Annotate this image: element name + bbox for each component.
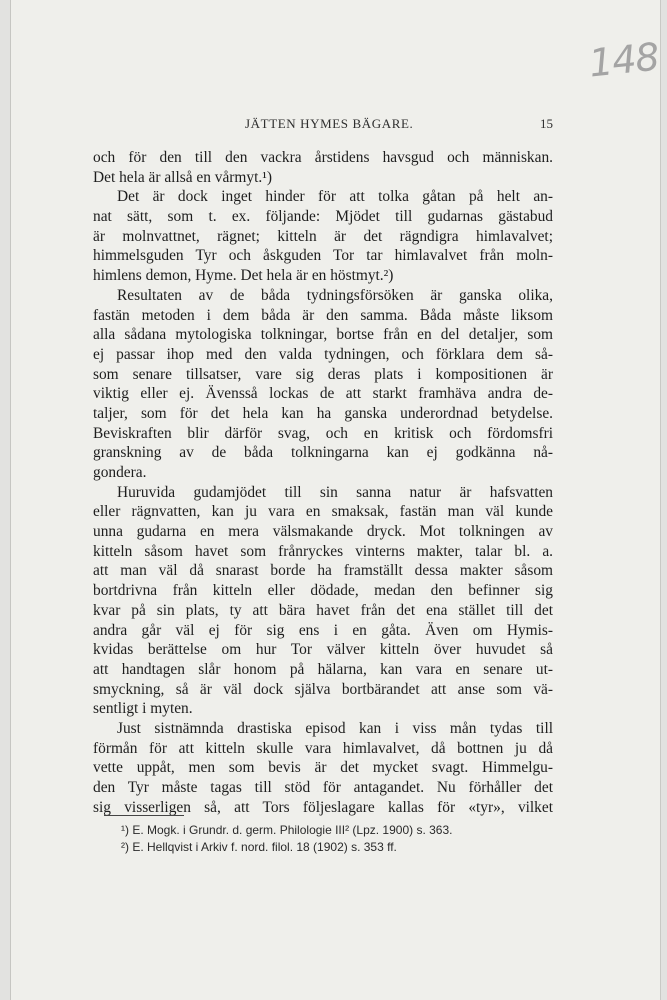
text-line: kvar på sin plats, ty att bära havet från det ena stället till det [93,601,553,619]
text-line: Resultaten av de båda tydningsförsöken är ganska olika, [117,286,553,304]
footnote-2: ²) E. Hellqvist i Arkiv f. nord. filol. 18 (1902) s. 353 ff. [121,840,397,854]
text-line: gondera. [93,464,147,481]
text-line: fastän metoden i dem båda är den samma. Båda måste liksom [93,306,553,324]
text-line: himmelsguden Tyr och åskguden Tor tar himlavalvet från moln- [93,247,553,265]
text-line: vette uppåt, men som bevis är det mycket svagt. Himmelgu- [93,759,553,777]
text-line: Huruvida gudamjödet till sin sanna natur är hafsvatten [117,483,553,501]
footnote-rule [104,815,184,816]
text-line: eller rägnvatten, kan ju vara en smaksak, fastän man väl kunde [93,503,553,521]
text-line: att handtagen slår honom på hälarna, kan vara en senare ut- [93,660,553,678]
text-line: sentligt i myten. [93,700,193,718]
text-line: himlens demon, Hyme. Det hela är en höstmyt.²) [93,267,394,285]
text-line: att man väl då snarast borde ha framställt dessa makter såsom [93,562,553,580]
footnotes [121,822,551,856]
text-line: sig visserligen så, att Tors följeslagare kallas för «tyr», vilket [93,798,553,816]
text-line: och för den till den vackra årstidens havsgud och människan. [93,149,553,166]
text-line: Det hela är allså en vårmyt.¹) [93,168,272,186]
text-line: kitteln såsom havet som frånryckes vinterns makter, talar bl. a. [93,542,553,560]
text-line: taljer, som för det hela kan ha ganska underordnad betydelse. [93,404,553,422]
text-line: ej passar ihop med den valda tydningen, och förklara dem så- [93,345,553,363]
text-line: är molnvattnet, rägnet; kitteln är det rägndigra himlavalvet; [93,227,553,245]
text-line: andra går väl ej för sig ens i en gåta. Även om Hymis- [93,621,553,639]
text-line: alla sådana mytologiska tolkningar, bortse från en del detaljer, som [93,326,553,344]
pencil-page-number: 148 [586,34,661,86]
text-line: Det är dock inget hinder för att tolka gåtan på helt an- [117,188,553,206]
text-line: bortdrivna från kitteln eller dödade, medan den befinner sig [93,582,553,600]
running-title: JÄTTEN HYMES BÄGARE. [245,116,414,131]
footnote-1: ¹) E. Mogk. i Grundr. d. germ. Philologie III² (Lpz. 1900) s. 363. [121,823,453,837]
text-line: Beviskraften blir därför svag, och en kritisk och fördomsfri [93,424,553,442]
text-line: unna gudarna en mera välsmakande dryck. Mot tolkningen av [93,523,553,541]
page-number: 15 [540,116,553,131]
text-line: viktig eller ej. Ävensså lockas de att starkt framhäva andra de- [93,385,553,403]
text-line: Just sistnämnda drastiska episod kan i viss mån tydas till [117,719,553,737]
body-text [93,148,553,817]
text-line: förmån för att kitteln skulle vara himlavalvet, då bottnen ju då [93,739,553,757]
text-line: smyckning, så är väl dock själva bortbärandet att anse som vä- [93,680,553,698]
text-line: kvidas berättelse om hur Tor välver kitteln över huvudet så [93,641,553,659]
text-line: den Tyr måste tagas till stöd för antagandet. Nu förhåller det [93,779,553,796]
text-line: granskning av de båda tolkningarna kan ej godkänna nå- [93,444,553,462]
running-header [93,116,553,134]
text-line: som senare tillsatser, vare sig deras plats i kompositionen är [93,365,553,383]
text-line: nat sätt, som t. ex. följande: Mjödet till gudarnas gästabud [93,208,553,226]
